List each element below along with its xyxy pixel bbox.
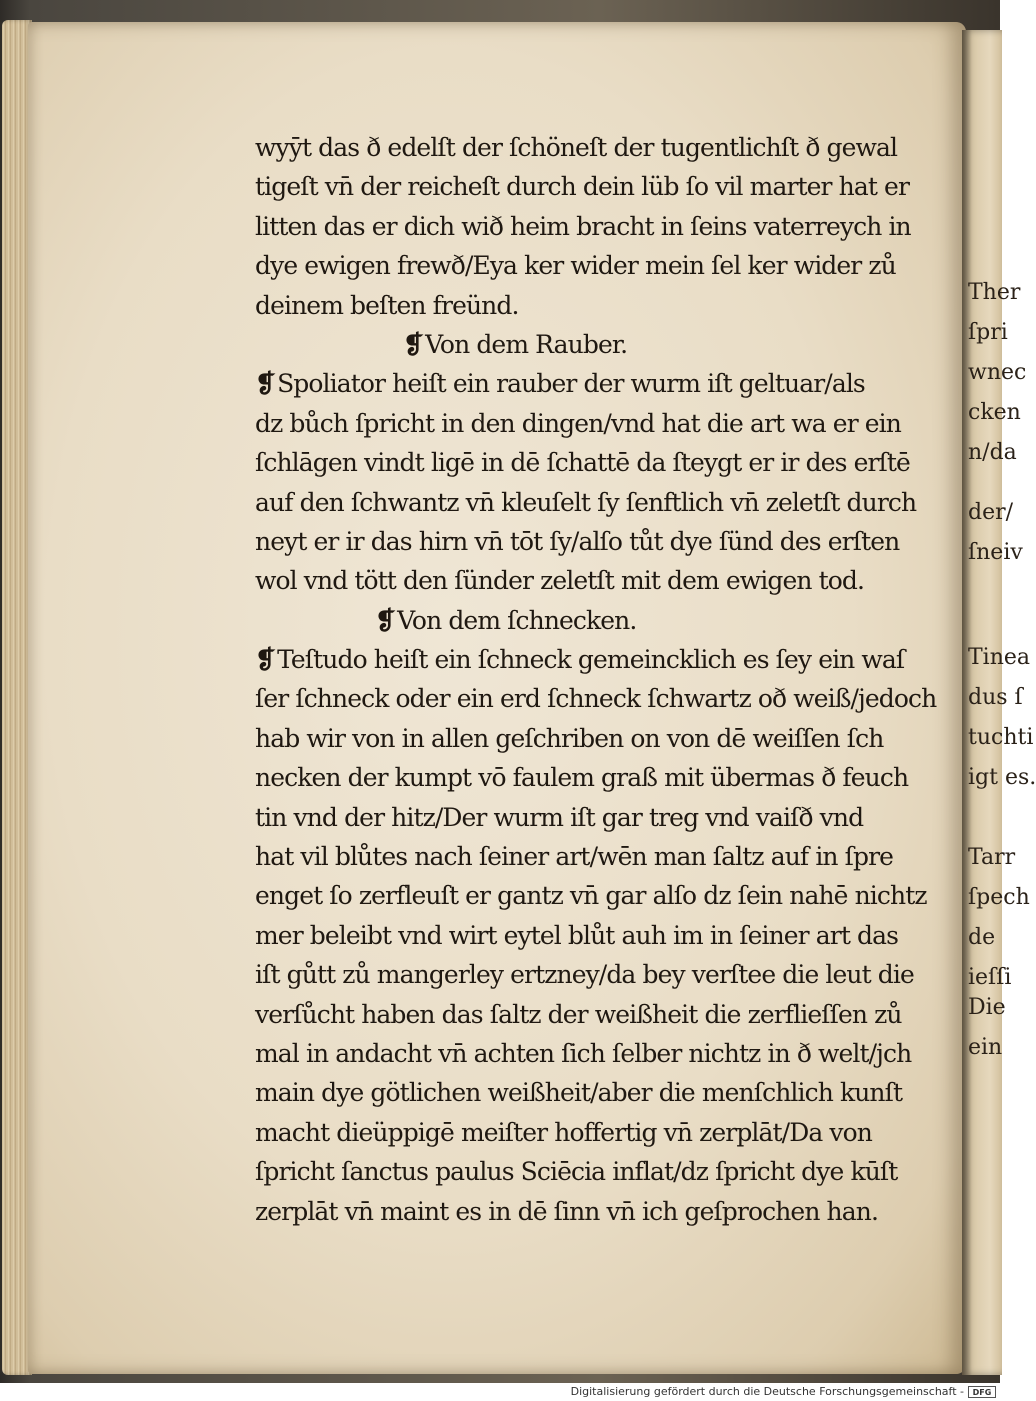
text-line [255,561,895,600]
text-line [255,837,895,876]
facing-page-fragment: ſneiv [968,540,1023,565]
facing-page-fragment: der/ [968,500,1014,525]
funding-credit: Digitalisierung gefördert durch die Deutsche Forschungsgemeinschaft - [570,1385,964,1398]
line-text: tin vnd der hitz/Der wurm iſt gar treg vnd vaiſð vnd [255,802,864,832]
text-line [255,167,909,206]
text-line [255,207,911,246]
facing-page-fragment: n/da [968,440,1017,465]
text-line [255,758,909,797]
line-text: neyt er ir das hirn vn̄ tōt ſy/alſo tůt dye ſünd des erſten [255,526,900,556]
text-line [255,286,895,325]
text-line [255,1073,903,1112]
text-line [255,483,917,522]
line-text: dz bůch ſpricht in den dingen/vnd hat die art wa er ein [255,408,901,438]
text-line [255,522,900,561]
text-line [255,443,910,482]
facing-page-fragment: tuchti [968,725,1034,750]
facing-page-fragment: ſpri [968,320,1008,345]
facing-page-fragment: wnec [968,360,1027,385]
line-text: verſůcht haben das ſaltz der weißheit die zerflieſſen zů [255,999,902,1029]
text-line [255,876,927,915]
line-text: ſpricht ſanctus paulus Sciēcia inflat/dz ſpricht dye kūſt [255,1157,898,1187]
line-text: mal in andacht vn̄ achten ſich ſelber nichtz in ð welt/jch [255,1038,912,1068]
text-line [255,798,895,837]
line-text: auf den ſchwantz vn̄ kleuſelt ſy ſenftlich vn̄ zeletſt durch [255,487,917,517]
facing-page-fragment: Ther [968,280,1021,305]
facing-page-fragment: igt es. [968,765,1036,790]
facing-page-fragment: Tinea [968,645,1031,670]
line-text: iſt gůtt zů mangerley ertzney/da bey verſtee die leut die [255,960,914,990]
text-line [255,1192,895,1231]
text-line [255,640,905,679]
line-text: macht dieüppigē meiſter hoffertig vn̄ zerplāt/Da von [255,1117,872,1147]
section-heading [255,601,895,640]
line-text: wol vnd tött den ſünder zeletſt mit dem ewigen tod. [255,566,865,596]
line-text: Teſtudo heiſt ein ſchneck gemeincklich es ſey ein waſ [277,645,905,675]
facing-page-fragment: ſpech [968,885,1030,910]
pilcrow-mark: ❡ [255,369,276,399]
facing-page-fragment: Die [968,995,1006,1020]
text-line [255,995,902,1034]
text-line [255,404,901,443]
facing-page-fragment: dus ſ [968,685,1023,710]
text-line [255,364,895,403]
facing-page-fragment: de [968,925,996,950]
facing-page-fragment: ein [968,1035,1003,1060]
facing-page-fragment: Tarr [968,845,1016,870]
line-text: necken der kumpt vō faulem graß mit übermas ð feuch [255,763,909,793]
line-text: zerplāt vn̄ maint es in dē ſinn vn̄ ich geſprochen han. [255,1196,879,1226]
section-heading [255,325,895,364]
line-text: mer beleibt vnd wirt eytel blůt auh im in ſeiner art das [255,920,899,950]
line-text: Von dem Rauber. [425,329,628,359]
text-line [255,1152,898,1191]
line-text: wyȳt das ð edelſt der ſchöneſt der tugentlichſt ð gewal [255,133,898,162]
text-line [255,128,898,167]
text-line [255,955,914,994]
text-line [255,719,895,758]
line-text: enget ſo zerfleuſt er gantz vn̄ gar alſo dz ſein nahē nichtz [255,881,927,911]
line-text: ſer ſchneck oder ein erd ſchneck ſchwartz oð weiß/jedoch [255,684,937,714]
pilcrow-mark: ❡ [375,605,396,635]
line-text: Spoliator heiſt ein rauber der wurm iſt geltuar/als [277,369,865,399]
footer-bar [0,1383,1000,1401]
pilcrow-mark: ❡ [255,645,276,675]
page-text-block [255,128,937,1231]
dfg-logo: DFG [968,1386,996,1398]
line-text: tigeſt vn̄ der reicheſt durch dein lüb ſo vil marter hat er [255,172,909,202]
facing-page [962,30,1036,1375]
line-text: main dye götlichen weißheit/aber die menſchlich kunſt [255,1078,903,1108]
line-text: deinem beſten freünd. [255,290,519,320]
text-line [255,916,899,955]
facing-page-fragment: cken [968,400,1021,425]
line-text: litten das er dich wið heim bracht in ſeins vaterreych in [255,211,911,241]
facing-page-fragment: ieſſi [968,965,1012,990]
line-text: Von dem ſchnecken. [397,605,637,635]
pilcrow-mark: ❡ [403,329,424,359]
line-text: hat vil blůtes nach ſeiner art/wēn man ſaltz auf in ſpre [255,842,894,872]
line-text: dye ewigen frewð/Eya ker wider mein ſel ker wider zů [255,251,896,281]
text-line [255,679,937,718]
line-text: hab wir von in allen geſchriben on von dē weiſſen ſch [255,723,884,753]
text-line [255,1034,912,1073]
line-text: ſchlāgen vindt ligē in dē ſchattē da ſteygt er ir des erſtē [255,448,910,478]
text-line [255,1113,895,1152]
text-line [255,246,895,285]
